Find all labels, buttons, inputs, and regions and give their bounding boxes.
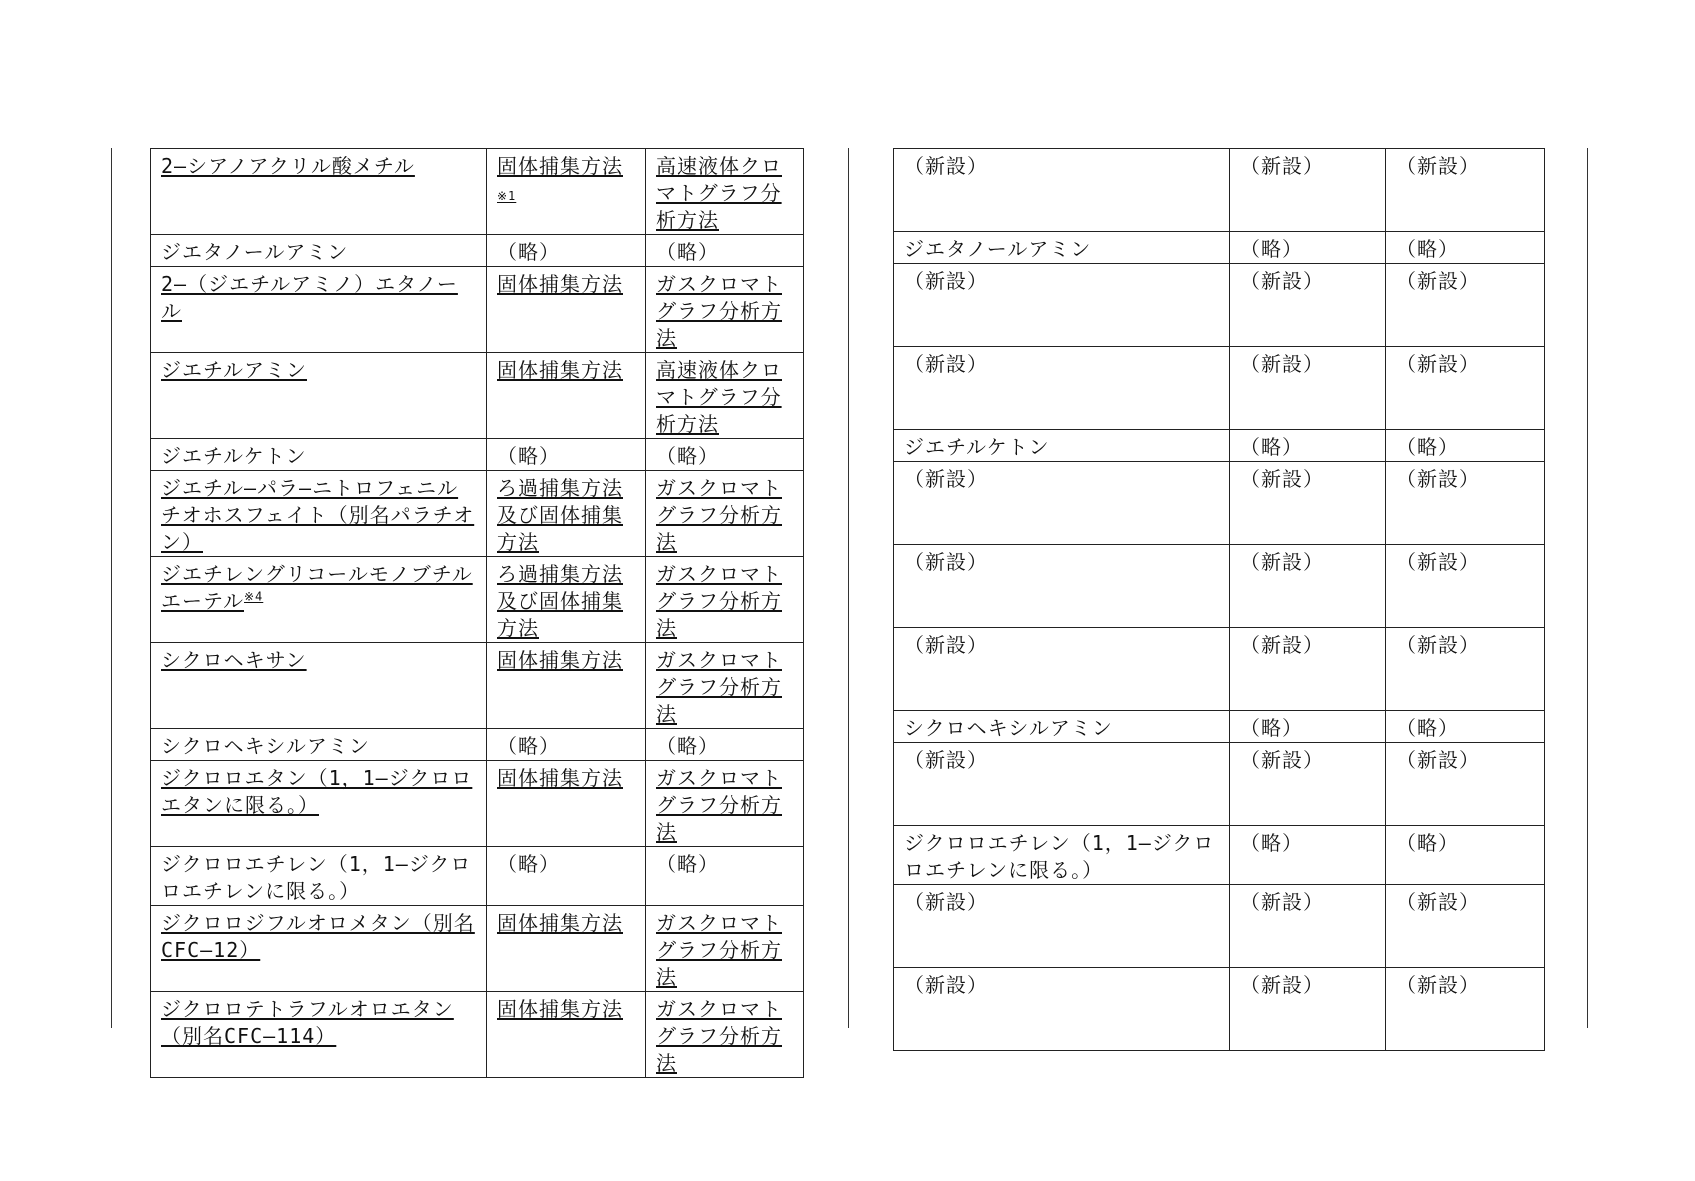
- analysis-method-cell: （略）: [1386, 826, 1545, 885]
- substance-cell: （新設）: [894, 347, 1230, 430]
- substance-cell: ジエチルアミン: [151, 353, 487, 439]
- sampling-method-cell: （新設）: [1230, 885, 1386, 968]
- sampling-method-cell: ろ過捕集方法及び固体捕集方法: [487, 557, 646, 643]
- substance-cell: （新設）: [894, 264, 1230, 347]
- sampling-method-cell: （新設）: [1230, 264, 1386, 347]
- substance-cell: （新設）: [894, 885, 1230, 968]
- substance-cell: ジエチルケトン: [151, 439, 487, 471]
- analysis-method-cell: （略）: [1386, 430, 1545, 462]
- sampling-method-cell: （新設）: [1230, 347, 1386, 430]
- sampling-method-cell: 固体捕集方法: [487, 906, 646, 992]
- analysis-method-cell: （新設）: [1386, 545, 1545, 628]
- analysis-method-cell: ガスクロマトグラフ分析方法: [646, 906, 804, 992]
- center-divider-rule: [848, 148, 849, 1028]
- table-row: [151, 353, 804, 439]
- substance-cell: ジエチレングリコールモノブチルエーテル$^{※4}$: [151, 557, 487, 643]
- substance-cell: ジクロロジフルオロメタン（別名CFC―12）: [151, 906, 487, 992]
- table-row: [151, 761, 804, 847]
- analysis-method-cell: （略）: [646, 235, 804, 267]
- sampling-method-cell: （新設）: [1230, 968, 1386, 1051]
- analysis-method-cell: ガスクロマトグラフ分析方法: [646, 557, 804, 643]
- table-row: [151, 643, 804, 729]
- substance-cell: （新設）: [894, 149, 1230, 232]
- analysis-method-cell: ガスクロマトグラフ分析方法: [646, 643, 804, 729]
- note-mark: ※4: [244, 589, 264, 604]
- analysis-method-cell: （新設）: [1386, 743, 1545, 826]
- note-mark: ※1: [497, 189, 517, 203]
- sampling-method-cell: （略）: [1230, 232, 1386, 264]
- sampling-method-cell: 固体捕集方法: [487, 643, 646, 729]
- substance-cell: ジクロロテトラフルオロエタン（別名CFC―114）: [151, 992, 487, 1078]
- sampling-method-cell: （略）: [487, 847, 646, 906]
- sampling-method-cell: 固体捕集方法 ※1: [487, 149, 646, 235]
- analysis-method-cell: ガスクロマトグラフ分析方法: [646, 761, 804, 847]
- table-row: [894, 711, 1545, 743]
- right-margin-rule: [1587, 148, 1588, 1028]
- substance-cell: ジクロロエチレン（1，1―ジクロロエチレンに限る。）: [151, 847, 487, 906]
- table-row: [894, 743, 1545, 826]
- analysis-method-cell: （略）: [646, 439, 804, 471]
- table-row: [151, 906, 804, 992]
- table-row: [151, 471, 804, 557]
- table-row: [151, 992, 804, 1078]
- substance-cell: シクロヘキシルアミン: [151, 729, 487, 761]
- analysis-method-cell: （新設）: [1386, 347, 1545, 430]
- sampling-method-cell: 固体捕集方法: [487, 761, 646, 847]
- analysis-method-cell: ガスクロマトグラフ分析方法: [646, 471, 804, 557]
- analysis-method-cell: （略）: [646, 729, 804, 761]
- sampling-method-cell: ろ過捕集方法及び固体捕集方法: [487, 471, 646, 557]
- analysis-method-cell: （新設）: [1386, 628, 1545, 711]
- table-row: [151, 439, 804, 471]
- sampling-method-cell: 固体捕集方法: [487, 267, 646, 353]
- substance-cell: （新設）: [894, 462, 1230, 545]
- substance-cell: シクロヘキサン: [151, 643, 487, 729]
- table-row: [151, 557, 804, 643]
- table-row: [894, 264, 1545, 347]
- table-row: [151, 267, 804, 353]
- substance-cell: ジエチル―パラ―ニトロフェニルチオホスフェイト（別名パラチオン）: [151, 471, 487, 557]
- analysis-method-cell: （略）: [646, 847, 804, 906]
- sampling-method-cell: （略）: [1230, 826, 1386, 885]
- analysis-method-cell: ガスクロマトグラフ分析方法: [646, 267, 804, 353]
- sampling-method-cell: 固体捕集方法: [487, 992, 646, 1078]
- substance-cell: （新設）: [894, 743, 1230, 826]
- table-row: [151, 149, 804, 235]
- current-table: [893, 148, 1545, 1051]
- analysis-method-cell: （新設）: [1386, 968, 1545, 1051]
- substance-cell: （新設）: [894, 545, 1230, 628]
- analysis-method-cell: 高速液体クロマトグラフ分析方法: [646, 353, 804, 439]
- table-row: [894, 968, 1545, 1051]
- sampling-method-cell: （新設）: [1230, 149, 1386, 232]
- table-row: [894, 545, 1545, 628]
- analysis-method-cell: （新設）: [1386, 462, 1545, 545]
- table-row: [894, 885, 1545, 968]
- table-row: [151, 235, 804, 267]
- substance-cell: （新設）: [894, 968, 1230, 1051]
- sampling-method-cell: 固体捕集方法: [487, 353, 646, 439]
- table-row: [894, 232, 1545, 264]
- analysis-method-cell: （略）: [1386, 232, 1545, 264]
- table-row: [894, 826, 1545, 885]
- analysis-method-cell: （新設）: [1386, 149, 1545, 232]
- table-row: [151, 729, 804, 761]
- sampling-method-cell: （略）: [487, 439, 646, 471]
- sampling-method-cell: （新設）: [1230, 545, 1386, 628]
- amended-table: [150, 148, 804, 1078]
- table-row: [894, 462, 1545, 545]
- substance-cell: ジクロロエタン（1，1―ジクロロエタンに限る。）: [151, 761, 487, 847]
- analysis-method-cell: 高速液体クロマトグラフ分析方法: [646, 149, 804, 235]
- substance-cell: ジエタノールアミン: [894, 232, 1230, 264]
- substance-cell: ジクロロエチレン（1，1―ジクロロエチレンに限る。）: [894, 826, 1230, 885]
- sampling-method-cell: （略）: [1230, 711, 1386, 743]
- analysis-method-cell: （新設）: [1386, 264, 1545, 347]
- sampling-method-cell: （略）: [487, 235, 646, 267]
- table-row: [151, 847, 804, 906]
- table-row: [894, 430, 1545, 462]
- table-row: [894, 628, 1545, 711]
- substance-cell: 2―（ジエチルアミノ）エタノール: [151, 267, 487, 353]
- sampling-method-cell: （新設）: [1230, 628, 1386, 711]
- substance-cell: ジエタノールアミン: [151, 235, 487, 267]
- sampling-method-cell: （略）: [487, 729, 646, 761]
- substance-cell: シクロヘキシルアミン: [894, 711, 1230, 743]
- left-margin-rule: [111, 148, 112, 1028]
- table-row: [894, 347, 1545, 430]
- sampling-method-cell: （略）: [1230, 430, 1386, 462]
- table-row: [894, 149, 1545, 232]
- substance-cell: ジエチルケトン: [894, 430, 1230, 462]
- analysis-method-cell: ガスクロマトグラフ分析方法: [646, 992, 804, 1078]
- substance-cell: 2―シアノアクリル酸メチル: [151, 149, 487, 235]
- sampling-method-cell: （新設）: [1230, 462, 1386, 545]
- analysis-method-cell: （新設）: [1386, 885, 1545, 968]
- sampling-method-cell: （新設）: [1230, 743, 1386, 826]
- substance-cell: （新設）: [894, 628, 1230, 711]
- analysis-method-cell: （略）: [1386, 711, 1545, 743]
